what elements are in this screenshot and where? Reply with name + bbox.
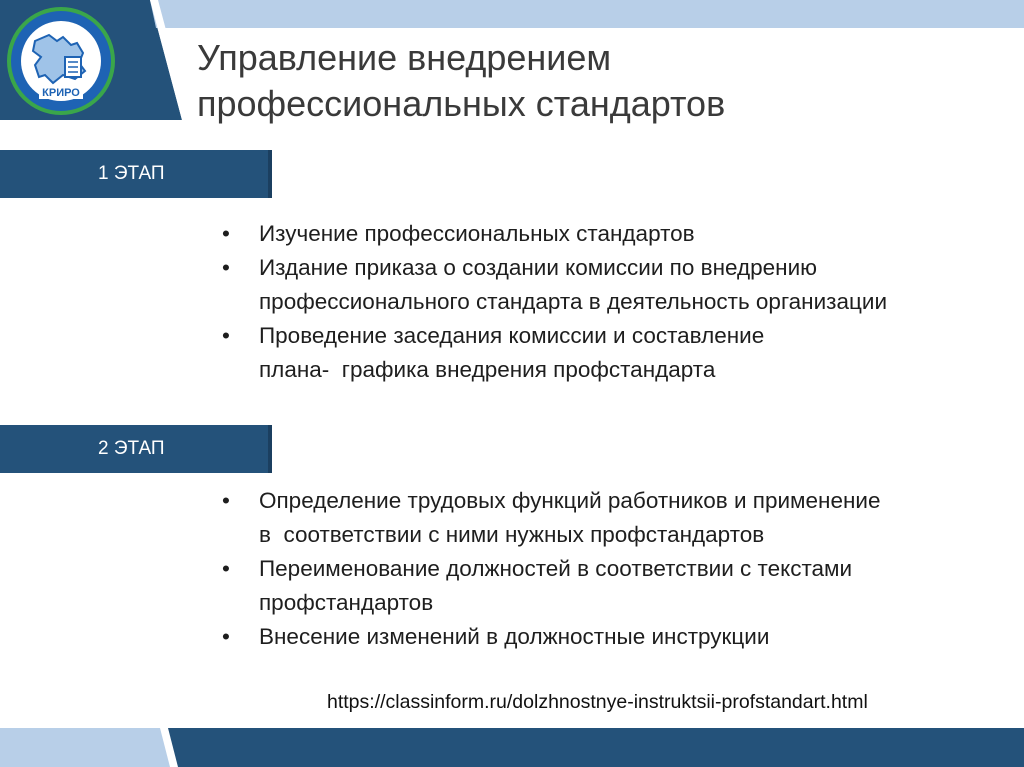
stage-1-banner (0, 150, 272, 198)
logo-text: КРИРО (42, 87, 80, 99)
list-item (222, 217, 1002, 251)
list-item-line: Изучение профессиональных стандартов (259, 221, 695, 246)
stage-1-label: 1 ЭТАП (98, 163, 165, 184)
bullet-icon: • (222, 556, 230, 581)
list-item-line: Проведение заседания комиссии и составление (259, 323, 765, 348)
bullet-icon: • (222, 488, 230, 513)
stage-1-banner-edge (268, 150, 272, 198)
list-item-line: Издание приказа о создании комиссии по внедрению (259, 255, 818, 280)
list-item (222, 251, 1002, 319)
stage-2-label: 2 ЭТАП (98, 438, 165, 459)
list-item-line: плана- графика внедрения профстандарта (259, 357, 716, 382)
stage-1-list (222, 217, 1002, 387)
list-item-line: профстандартов (259, 590, 434, 615)
header-light-band (150, 0, 1024, 28)
footer-dark-band (168, 728, 1024, 767)
footer-background (0, 728, 1024, 767)
stage-2-banner (0, 425, 272, 473)
list-item (222, 484, 1002, 552)
bullet-icon: • (222, 221, 230, 246)
bullet-icon: • (222, 323, 230, 348)
stage-2-banner-edge (268, 425, 272, 473)
title-line-1: Управление внедрением (197, 37, 612, 78)
page-title (197, 35, 997, 127)
stage-2-list (222, 484, 1002, 654)
kriro-logo (5, 5, 117, 117)
bullet-icon: • (222, 255, 230, 280)
footer-light-band (0, 728, 170, 767)
list-item-line: профессионального стандарта в деятельность организации (259, 289, 888, 314)
list-item-line: Переименование должностей в соответствии с текстами (259, 556, 853, 581)
source-url: https://classinform.ru/dolzhnostnye-instruktsii-profstandart.html (327, 691, 868, 713)
bullet-icon: • (222, 624, 230, 649)
list-item-line: Определение трудовых функций работников и применение (259, 488, 881, 513)
list-item-line: в соответствии с ними нужных профстандартов (259, 522, 765, 547)
list-item (222, 319, 1002, 387)
list-item-line: Внесение изменений в должностные инструкции (259, 624, 770, 649)
list-item (222, 620, 1002, 654)
list-item (222, 552, 1002, 620)
title-line-2: профессиональных стандартов (197, 83, 726, 124)
